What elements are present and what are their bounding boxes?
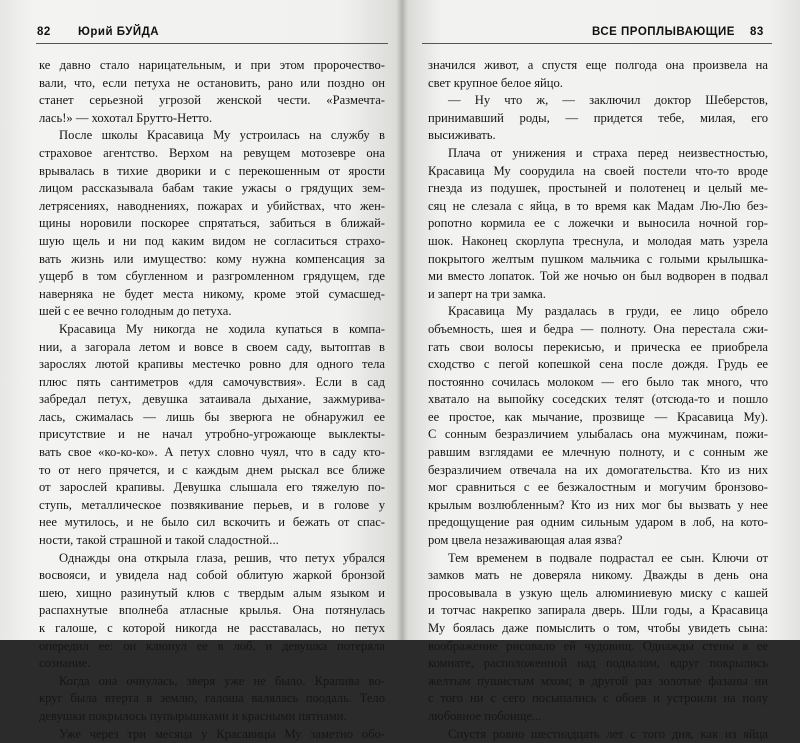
text-line: хватало на выпойку соседских телят (отсюда-то и пошло	[428, 392, 768, 407]
text-line: Му боялась даже помыслить о том, чтобы увидеть сына:	[428, 621, 768, 635]
text-line: С сонным безразличием улыбалась она мужчинам, пожи-	[428, 427, 768, 442]
text-line: вать свое «ко-ко-ко». А петух словно чуял, что в саду кто-	[39, 445, 385, 460]
page-number-left: 82	[37, 26, 51, 38]
text-line: принимавший роды, — придется тебе, милая, его	[428, 110, 768, 125]
text-line: забредал петух, девушка затаивала дыхание, зажмурива-	[39, 392, 385, 407]
text-line: покрытого желтым пушком мальчика с голыми крылышка-	[428, 251, 768, 266]
text-line: — Ну что ж, — заключил доктор Шеберстов,	[448, 93, 768, 108]
running-head-title: ВСЕ ПРОПЛЫВАЮЩИЕ	[592, 26, 735, 38]
text-line: ности, такой страшной и такой сладостной...	[39, 533, 279, 548]
text-line: и заперт на три замка.	[428, 286, 546, 301]
text-line: ми вместо лопаток. Той же ночью он был водворен в подвал	[428, 269, 768, 284]
text-line: к галоше, с которой никогда не расставалась, но петух	[39, 621, 385, 635]
text-line: Плача от унижения и страха перед неизвестностью,	[448, 145, 768, 160]
text-line: шею, хищно разинутый клюв с твердым алым языком и	[39, 585, 385, 600]
text-line: лась, сжималась — лишь бы зверюга не обнаружил ее	[39, 409, 385, 424]
text-line: восвояси, и увидела над собой облитую жаркой бронзой	[39, 568, 385, 583]
book-gutter	[396, 0, 408, 640]
text-line: ступь, металлическое позвякивание перьев, и в голове у	[39, 497, 385, 512]
text-line: нии, а загорала летом и вовсе в своем саду, вытоптав в	[39, 339, 385, 354]
text-line: Спустя ровно шестнадцать лет с того дня, как из яйца	[448, 726, 768, 741]
text-line: страховое агентство. Верхом на ревущем мотозевре она	[39, 145, 385, 160]
text-line: от зарослей крапивы. Девушка слышала его тяжелую по-	[39, 480, 385, 495]
text-line: опередил ее: он клюнул ее в лоб, и девушка потеряла	[39, 638, 385, 653]
text-line: любовное побоище...	[428, 708, 542, 723]
text-line: объемность, шея и бедра — полноту. Она перестала сжи-	[428, 321, 768, 336]
text-line: просовывала в узкую щель алюминиевую миску с кашей	[428, 585, 768, 600]
right-page-text	[428, 57, 768, 743]
text-line: мог сравниться с ее безжалостным и могучим бронзово-	[428, 480, 768, 495]
text-line: шей с ее вечно голодным до петуха.	[39, 304, 232, 319]
text-line: После школы Красавица Му устроилась на службу в	[59, 128, 385, 143]
page-number-right: 83	[750, 26, 764, 38]
text-line: вать жизнь или имущество: кому нужна компенсация за	[39, 251, 385, 266]
text-line: крылым возлюбленным? Кто из них мог бы вызвать у нее	[428, 497, 768, 512]
text-line: и тотчас накрепко запирала дверь. Шли годы, а Красавица	[428, 603, 768, 618]
text-line: сходство с пегой копешкой сена после дождя. Грудь ее	[428, 357, 768, 372]
text-line: станет серьезной угрозой женской чести. «Размечта-	[39, 93, 385, 108]
text-line: Тем временем в подвале подрастал ее сын. Ключи от	[448, 550, 768, 565]
text-line: Красавица Му никогда не ходила купаться в компа-	[59, 321, 385, 336]
text-line: ке давно стало нарицательным, и при этом пророчество-	[39, 58, 385, 72]
text-line: гать свои волосы перекисью, и прическа ее приобрела	[428, 339, 768, 354]
text-line: значился живот, а спустя еще полгода она произвела на	[428, 58, 768, 72]
text-line: сяц не слезала с яйца, в то время как Мадам Лю-Лю без-	[428, 198, 768, 213]
text-line: шую щель и ни под каким видом не согласиться страхо-	[39, 233, 385, 248]
text-line: Когда она очнулась, зверя уже не было. Крапива во-	[59, 673, 385, 688]
text-line: девушки покрылось пупырышками и красными пятнами.	[39, 708, 347, 723]
text-line: то от него прячется, и с каждым днем рыскал все ближе	[39, 462, 385, 477]
text-line: Однажды она открыла глаза, решив, что петух убрался	[59, 550, 385, 565]
text-line: постоянно сочилась молоком — его было так много, что	[428, 374, 768, 389]
right-page	[402, 0, 800, 741]
text-line: нее мутилось, и не было сил вскочить и бежать от спас-	[39, 515, 385, 530]
text-line: предощущение рая одним сильным ударом в лоб, на кото-	[428, 515, 768, 530]
text-line: врывалась в тихие дворики и с перекошенным от ярости	[39, 163, 385, 178]
text-line: замков мать не доверяла никому. Дважды в день она	[428, 568, 768, 583]
text-line: лась!» — хохотал Брутто-Нетто.	[39, 110, 213, 125]
text-line: Красавица Му соорудила на своей постели что-то вроде	[428, 163, 768, 178]
text-line: ром цвела незаживающая алая язва?	[428, 533, 623, 548]
text-line: желтым пушистым мхом; в другой раз золотые фазаны ни	[428, 673, 768, 688]
text-line: ропотно кормила ее с ложечки и выносила ночной гор-	[428, 216, 768, 231]
text-line: летрясениях, наводнениях, пожарах и убийствах, что жен-	[39, 198, 385, 213]
running-head-author: Юрий БУЙДА	[78, 26, 160, 38]
text-line: сознание.	[39, 656, 91, 671]
text-line: ущерб в том сбугленном и разгромленном грядущем, где	[39, 269, 385, 284]
text-line: щины норовили поскорее спрятаться, забиться в ближай-	[39, 216, 385, 231]
left-page-text	[39, 57, 385, 743]
text-line: лицом рассказывала бабам такие ужасы о грядущих зем-	[39, 181, 385, 196]
text-line: Уже через три месяца у Красавицы Му заметно обо-	[59, 726, 385, 741]
text-line: шок. Наконец скорлупа треснула, и молодая мать узрела	[428, 233, 768, 248]
text-line: Красавица Му раздалась в груди, ее лицо обрело	[448, 304, 768, 319]
text-line: с того ни с сего посыпались с обоев и устроили на полу	[428, 691, 768, 706]
text-line: гнезда из подушек, простыней и полотенец и целый ме-	[428, 181, 768, 196]
text-line: воображение рисовало ей чудовищ. Однажды стены в ее	[428, 638, 768, 653]
text-line: зарослях лютой крапивы местечко ровно для одного тела	[39, 357, 385, 372]
text-line: безразличием отвечала на их домогательства. Кто из них	[428, 462, 768, 477]
text-line: комнате, расположенной над подвалом, вдруг покрылись	[428, 656, 768, 671]
text-line: ее простое, как мычание, прозвище — Красавица Му).	[428, 409, 768, 424]
text-line: распахнутые вполнеба атласные крылья. Она потянулась	[39, 603, 385, 618]
text-line: вали, что, если петуха не остановить, рано или поздно он	[39, 75, 385, 90]
header-rule-left	[36, 43, 388, 44]
text-line: свет крупное белое яйцо.	[428, 75, 563, 90]
text-line: плюс пять сантиметров «для самочувствия». Если в сад	[39, 374, 385, 389]
text-line: высиживать.	[428, 128, 496, 143]
text-line: присутствие и не начал утробно-угрожающе выклекты-	[39, 427, 385, 442]
text-line: круг была втерта в землю, галоша валялась поодаль. Тело	[39, 691, 385, 706]
text-line: равшим взглядами ее млечную полноту, и с сонным же	[428, 445, 768, 460]
header-rule-right	[422, 43, 772, 44]
text-line: наверняка не будет места никому, кроме этой сумасшед-	[39, 286, 385, 301]
